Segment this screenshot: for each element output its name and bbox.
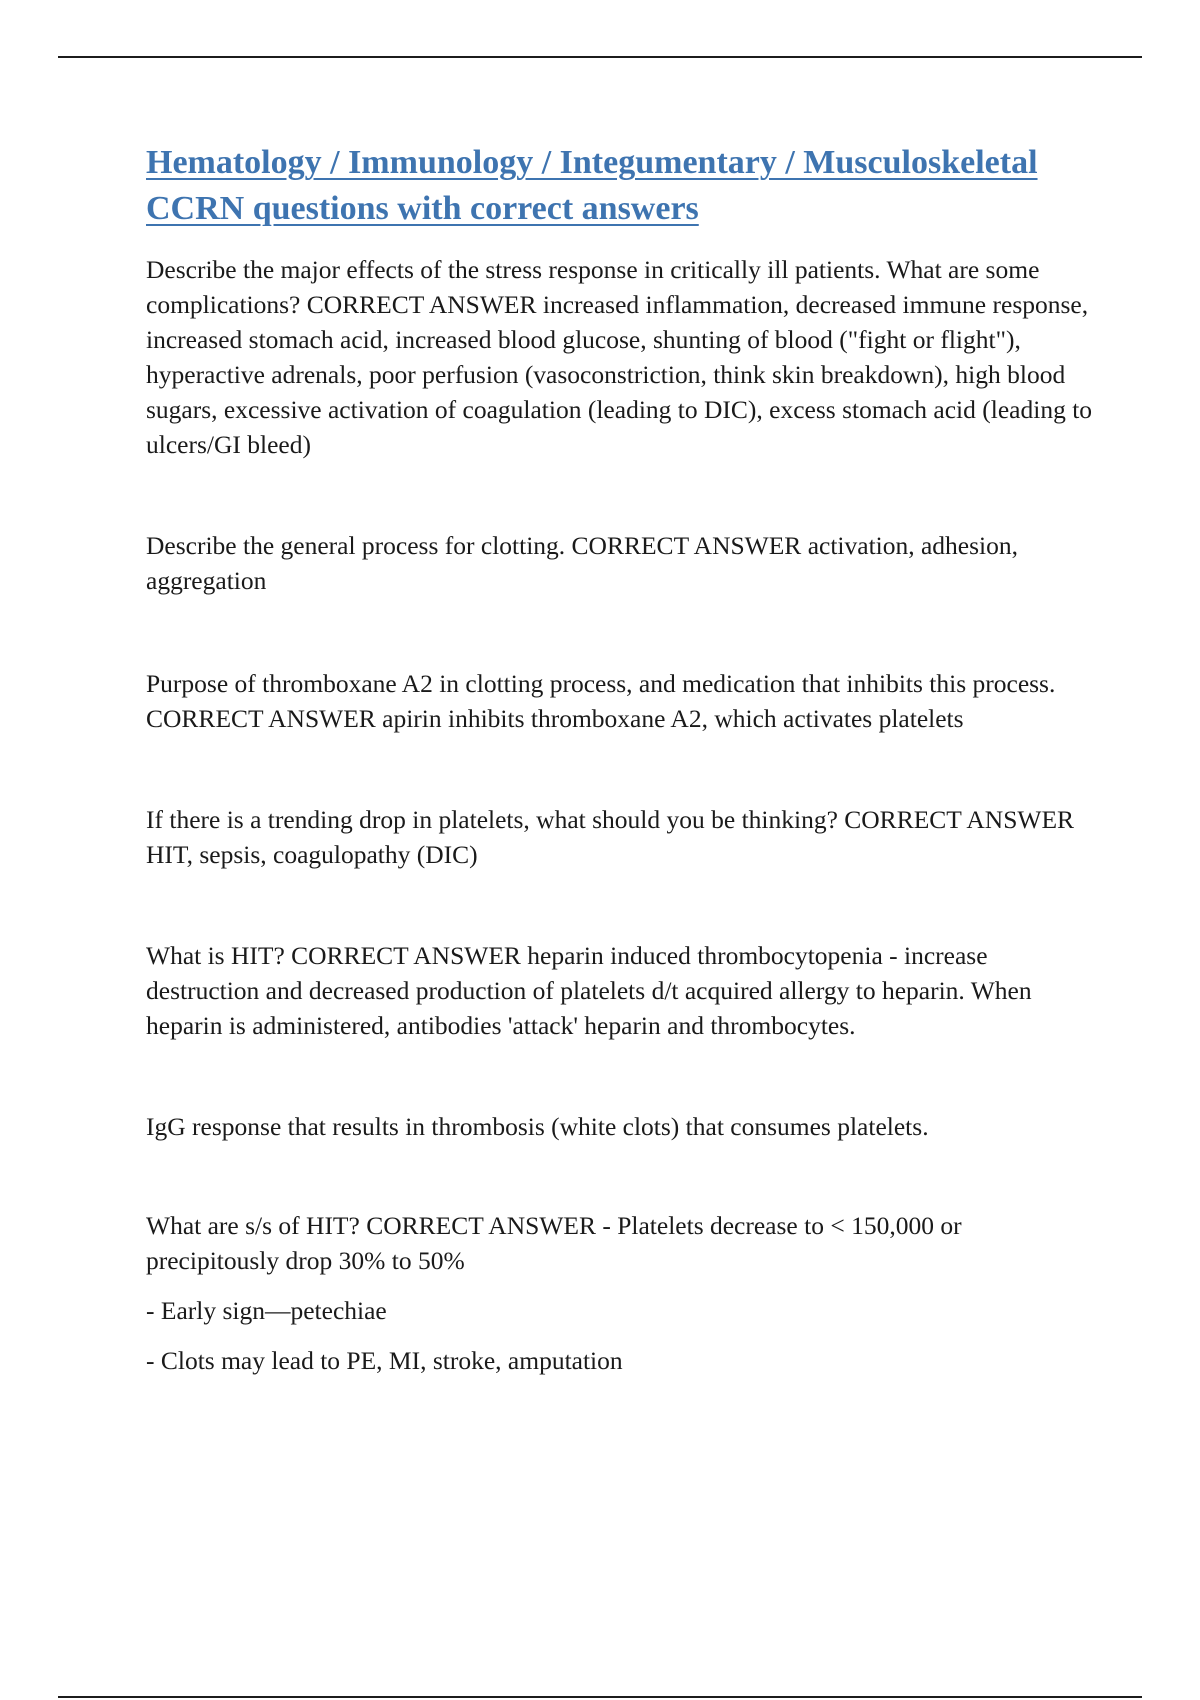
qa-text: What is HIT? CORRECT ANSWER heparin induced thrombocytopenia - increase destruction and decreased production of platelets d/t acquired allergy to heparin. When heparin is administered, antibodies 'attack' heparin and thrombocytes. (146, 941, 1032, 1040)
document-title: Hematology / Immunology / Integumentary / Musculoskeletal CCRN questions with correct answers (146, 144, 1038, 227)
qa-entry (146, 938, 1096, 1043)
qa-entry (146, 802, 1096, 872)
qa-entry (146, 528, 1096, 598)
qa-entry (146, 1109, 1096, 1144)
qa-entry (146, 666, 1096, 736)
qa-text: Describe the major effects of the stress response in critically ill patients. What are some complications? CORRECT ANSWER increased inflammation, decreased immune response, increased stomach acid, increased blood glucose, shunting of blood ("fight or flight"), hyperactive adrenals, poor perfusion (vasoconstriction, think skin breakdown), high blood sugars, excessive activation of coagulation (leading to DIC), excess stomach acid (leading to ulcers/GI bleed) (146, 255, 1093, 459)
bottom-rule (58, 1696, 1142, 1698)
bullet-item: - Clots may lead to PE, MI, stroke, amputation (146, 1346, 623, 1375)
page-content (146, 140, 1096, 1446)
qa-text: Purpose of thromboxane A2 in clotting process, and medication that inhibits this process. CORRECT ANSWER apirin inhibits thromboxane A2, which activates platelets (146, 669, 1056, 733)
qa-text: IgG response that results in thrombosis (white clots) that consumes platelets. (146, 1112, 929, 1141)
qa-entry (146, 252, 1096, 462)
qa-text: Describe the general process for clotting. CORRECT ANSWER activation, adhesion, aggregation (146, 531, 1019, 595)
bullet-item: - Early sign—petechiae (146, 1296, 387, 1325)
top-rule (58, 56, 1142, 58)
qa-text: What are s/s of HIT? CORRECT ANSWER - Platelets decrease to < 150,000 or precipitously drop 30% to 50% (146, 1211, 962, 1275)
qa-entry (146, 1208, 1096, 1378)
qa-text: If there is a trending drop in platelets, what should you be thinking? CORRECT ANSWER HIT, sepsis, coagulopathy (DIC) (146, 805, 1075, 869)
